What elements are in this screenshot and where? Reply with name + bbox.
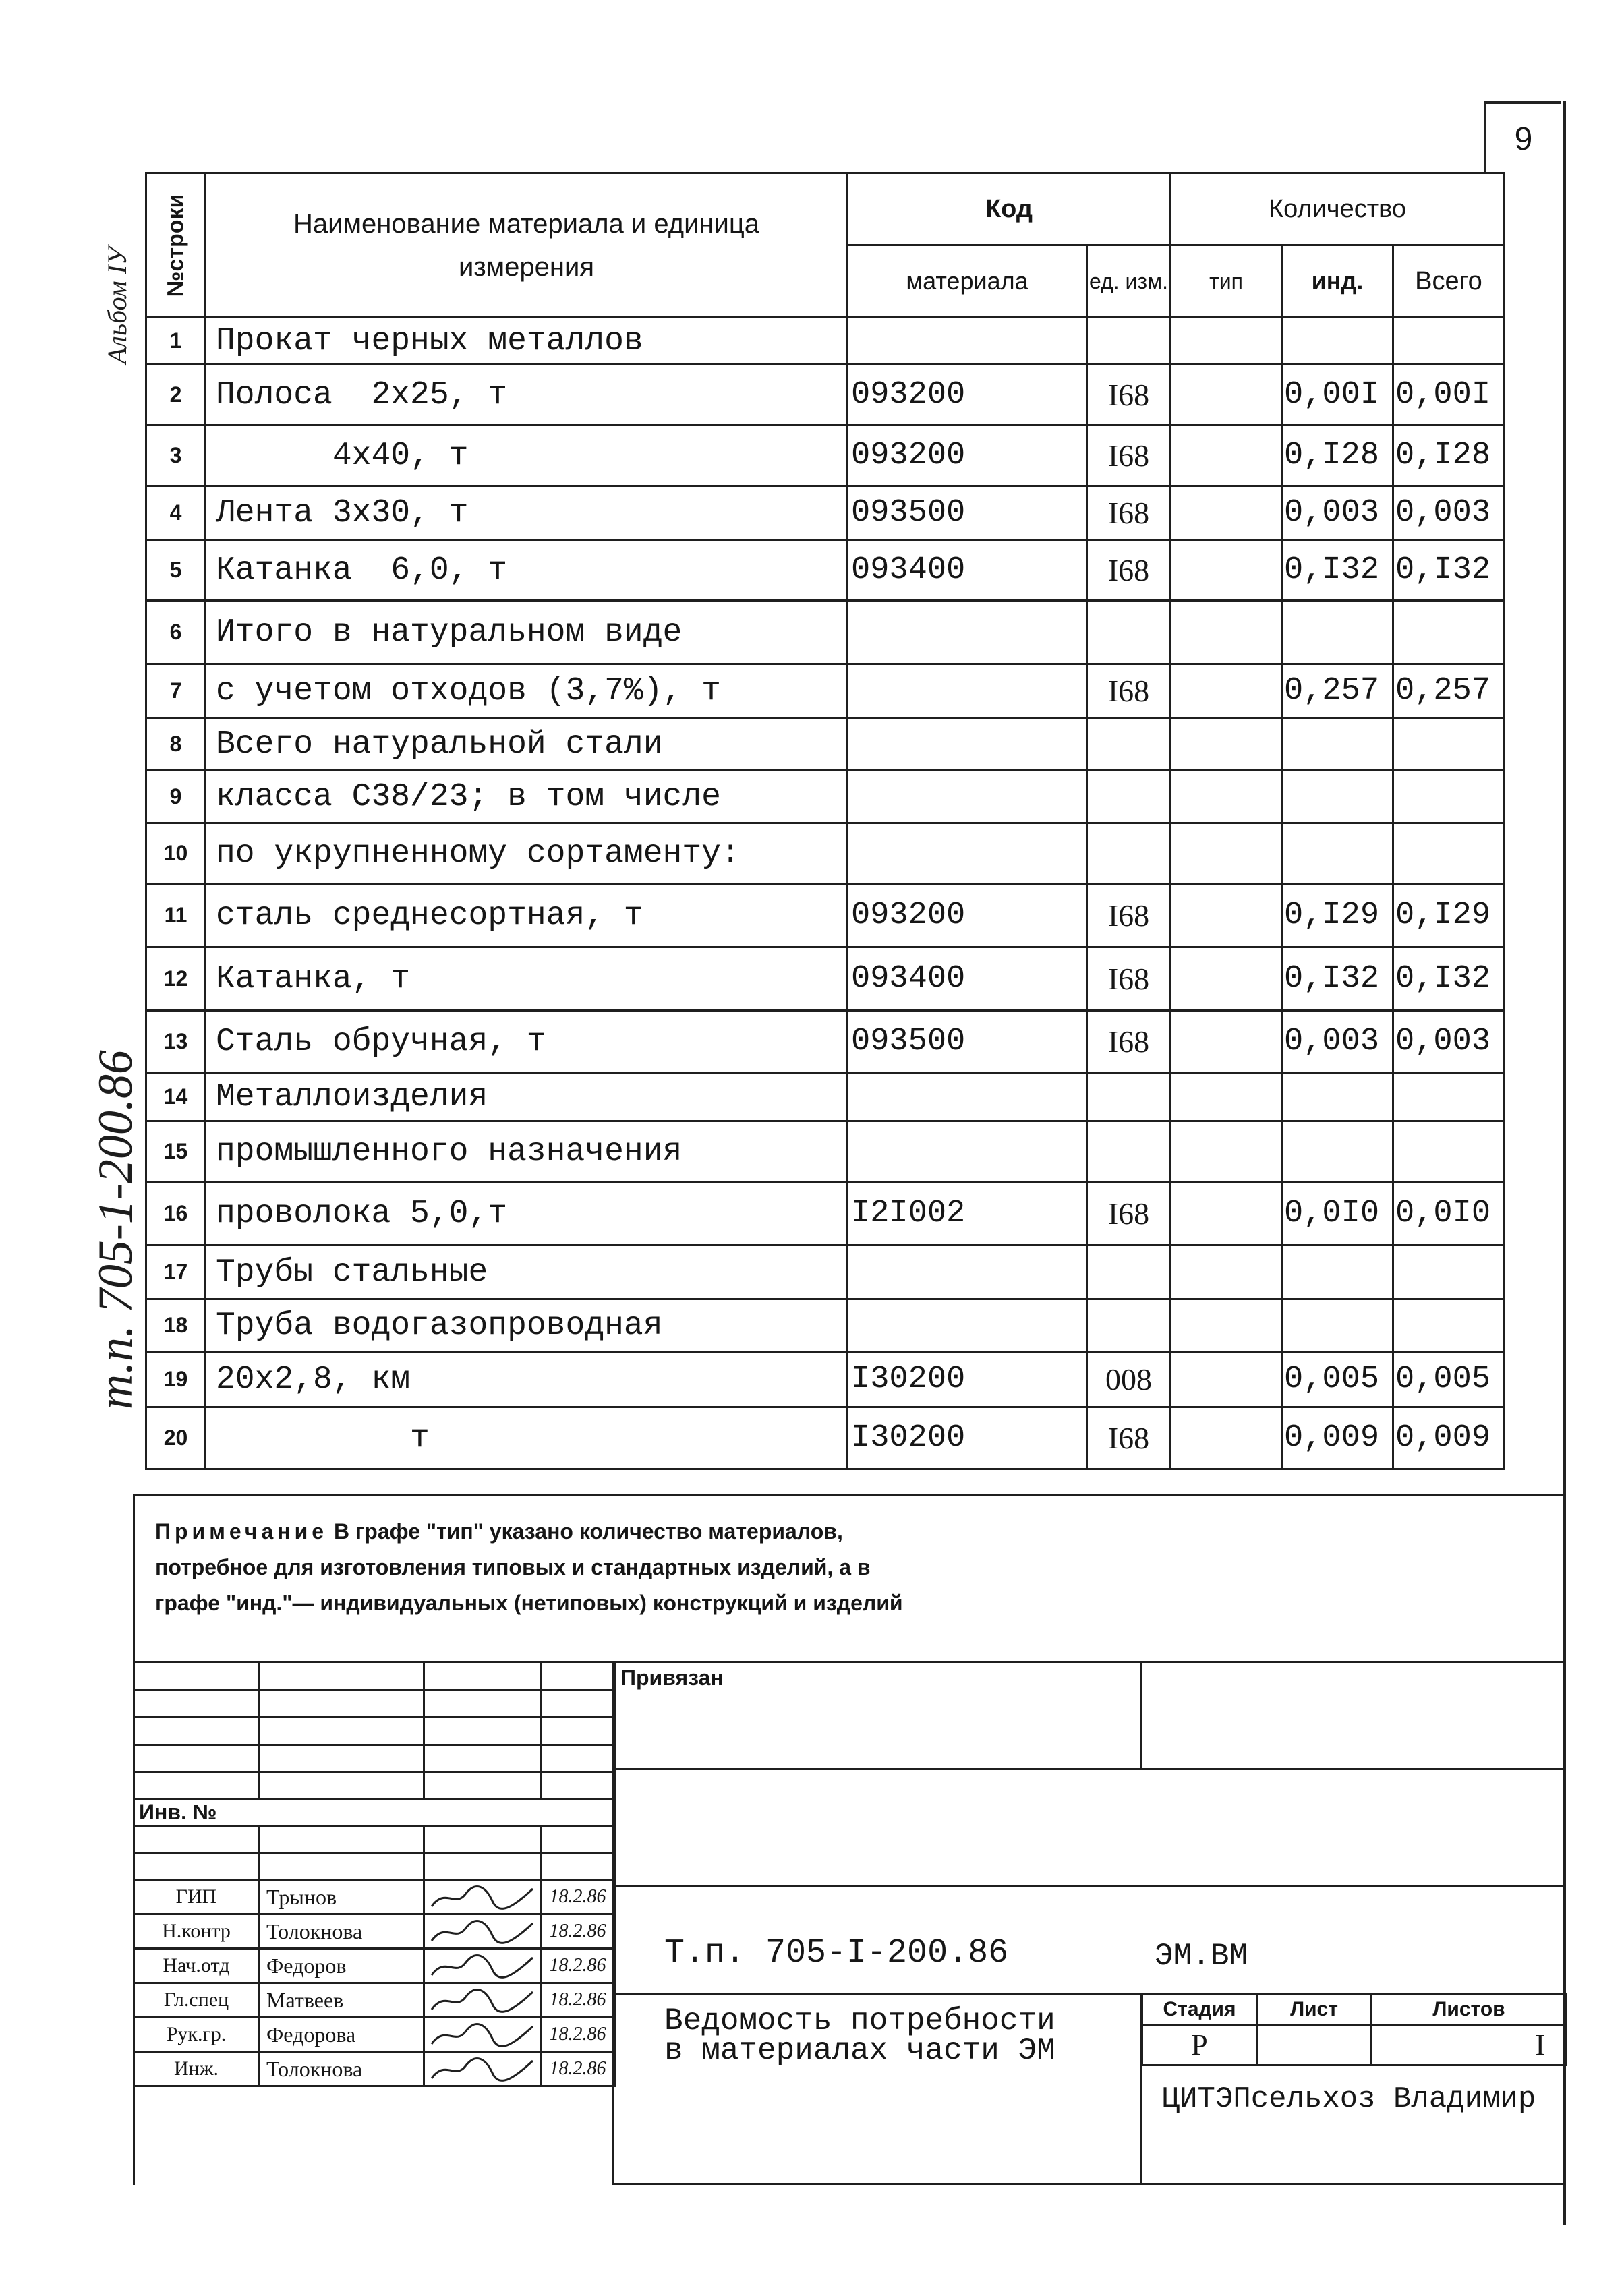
qty-total-cell: 0,003 xyxy=(1393,1011,1505,1073)
material-name-cell: Катанка 6,0, т xyxy=(206,540,848,601)
signer-role: ГИП xyxy=(134,1880,259,1914)
unit-code-cell: I68 xyxy=(1087,664,1171,718)
unit-code-cell xyxy=(1087,601,1171,664)
qty-type-cell xyxy=(1171,823,1282,884)
signer-name: Матвеев xyxy=(259,1983,424,2018)
material-code-cell xyxy=(848,1245,1087,1299)
signature-grid-row xyxy=(134,1718,615,1745)
row-number-cell: 3 xyxy=(146,426,206,486)
unit-code-cell: I68 xyxy=(1087,486,1171,540)
qty-type-cell xyxy=(1171,1352,1282,1407)
table-row xyxy=(146,1073,1505,1121)
qty-type-cell xyxy=(1171,365,1282,426)
row-number-cell: 13 xyxy=(146,1011,206,1073)
row-number-cell: 9 xyxy=(146,771,206,823)
signer-row xyxy=(134,1914,615,1949)
qty-ind-cell xyxy=(1282,1299,1393,1352)
qty-ind-cell xyxy=(1282,718,1393,771)
table-row xyxy=(146,884,1505,947)
table-row xyxy=(146,1121,1505,1182)
signer-row xyxy=(134,2052,615,2086)
qty-type-cell xyxy=(1171,318,1282,365)
material-code-cell: 093200 xyxy=(848,884,1087,947)
qty-type-cell xyxy=(1171,486,1282,540)
qty-ind-cell: 0,005 xyxy=(1282,1352,1393,1407)
qty-ind-cell: 0,I32 xyxy=(1282,540,1393,601)
empty-cell xyxy=(424,1718,541,1745)
qty-total-cell xyxy=(1393,771,1505,823)
empty-cell xyxy=(541,1826,615,1853)
empty-cell xyxy=(134,1662,259,1690)
signer-name: Федоров xyxy=(259,1949,424,1983)
unit-code-cell: I68 xyxy=(1087,1407,1171,1469)
note-text xyxy=(155,1514,917,1621)
header-qty-total: Всего xyxy=(1393,245,1505,318)
signature xyxy=(424,1880,541,1914)
stage-table xyxy=(1141,1993,1567,2066)
table-row xyxy=(146,540,1505,601)
signer-row xyxy=(134,1949,615,1983)
empty-cell xyxy=(259,1853,424,1880)
doc-code: Т.п. 705-I-200.86 xyxy=(664,1934,1009,1972)
qty-total-cell: 0,I32 xyxy=(1393,540,1505,601)
material-name-cell: Труба водогазопроводная xyxy=(206,1299,848,1352)
material-code-cell: I2I002 xyxy=(848,1182,1087,1245)
row-number-cell: 14 xyxy=(146,1073,206,1121)
material-name-cell: Прокат черных металлов xyxy=(206,318,848,365)
unit-code-cell: I68 xyxy=(1087,365,1171,426)
unit-code-cell xyxy=(1087,1299,1171,1352)
qty-type-cell xyxy=(1171,771,1282,823)
qty-total-cell: 0,I28 xyxy=(1393,426,1505,486)
unit-code-cell: I68 xyxy=(1087,947,1171,1011)
row-number-cell: 1 xyxy=(146,318,206,365)
row-number-cell: 19 xyxy=(146,1352,206,1407)
qty-total-cell xyxy=(1393,718,1505,771)
project-code-handwritten: т.п. 705-1-200.86 xyxy=(88,1050,142,1409)
signer-date: 18.2.86 xyxy=(541,1983,615,2018)
row-number-cell: 18 xyxy=(146,1299,206,1352)
signer-role: Нач.отд xyxy=(134,1949,259,1983)
signer-row xyxy=(134,2018,615,2052)
table-row xyxy=(146,823,1505,884)
material-name-cell: Металлоизделия xyxy=(206,1073,848,1121)
material-name-cell: проволока 5,0,т xyxy=(206,1182,848,1245)
empty-cell xyxy=(259,1662,424,1690)
header-code-unit: ед. изм. xyxy=(1087,245,1171,318)
qty-ind-cell: 0,003 xyxy=(1282,1011,1393,1073)
qty-type-cell xyxy=(1171,1245,1282,1299)
qty-ind-cell: 0,257 xyxy=(1282,664,1393,718)
material-name-cell: Сталь обручная, т xyxy=(206,1011,848,1073)
qty-total-cell: 0,00I xyxy=(1393,365,1505,426)
sheet-label: Лист xyxy=(1257,1994,1372,2025)
row-number-cell: 11 xyxy=(146,884,206,947)
qty-type-cell xyxy=(1171,540,1282,601)
material-code-cell: I30200 xyxy=(848,1352,1087,1407)
qty-type-cell xyxy=(1171,1073,1282,1121)
table-row xyxy=(146,318,1505,365)
empty-cell xyxy=(541,1690,615,1718)
empty-cell xyxy=(541,1772,615,1799)
note-body: В графе "тип" указано количество материалов, потребное для изготовления типовых и стандартных изделий, а в графе "инд."— индивидуальных (нетиповых) конструкций и изделий xyxy=(155,1519,903,1615)
table-row xyxy=(146,1011,1505,1073)
note-label: Примечание xyxy=(155,1519,328,1544)
unit-code-cell: I68 xyxy=(1087,1011,1171,1073)
title-divider xyxy=(612,1885,1565,1887)
material-code-cell xyxy=(848,664,1087,718)
qty-total-cell: 0,I32 xyxy=(1393,947,1505,1011)
signer-row xyxy=(134,1880,615,1914)
empty-cell xyxy=(424,1690,541,1718)
row-number-cell: 2 xyxy=(146,365,206,426)
material-name-cell: 4х40, т xyxy=(206,426,848,486)
qty-type-cell xyxy=(1171,426,1282,486)
qty-type-cell xyxy=(1171,1407,1282,1469)
qty-ind-cell: 0,I28 xyxy=(1282,426,1393,486)
material-name-cell: Полоса 2х25, т xyxy=(206,365,848,426)
material-code-cell xyxy=(848,823,1087,884)
signer-name: Толокнова xyxy=(259,1914,424,1949)
signature-grid-row xyxy=(134,1662,615,1690)
empty-cell xyxy=(424,1826,541,1853)
empty-cell xyxy=(134,1718,259,1745)
row-number-cell: 16 xyxy=(146,1182,206,1245)
empty-cell xyxy=(424,1662,541,1690)
header-code-material: материала xyxy=(848,245,1087,318)
qty-type-cell xyxy=(1171,1121,1282,1182)
signer-role: Рук.гр. xyxy=(134,2018,259,2052)
table-row xyxy=(146,1299,1505,1352)
unit-code-cell: 008 xyxy=(1087,1352,1171,1407)
qty-ind-cell xyxy=(1282,318,1393,365)
privyazan-label: Привязан xyxy=(620,1666,724,1690)
table-row xyxy=(146,1182,1505,1245)
signature-grid-row xyxy=(134,1826,615,1853)
unit-code-cell xyxy=(1087,1121,1171,1182)
qty-total-cell: 0,257 xyxy=(1393,664,1505,718)
qty-total-cell xyxy=(1393,601,1505,664)
qty-total-cell: 0,005 xyxy=(1393,1352,1505,1407)
qty-type-cell xyxy=(1171,1299,1282,1352)
qty-ind-cell xyxy=(1282,601,1393,664)
unit-code-cell xyxy=(1087,823,1171,884)
material-code-cell: I30200 xyxy=(848,1407,1087,1469)
qty-total-cell xyxy=(1393,1121,1505,1182)
qty-type-cell xyxy=(1171,601,1282,664)
qty-ind-cell: 0,I29 xyxy=(1282,884,1393,947)
unit-code-cell: I68 xyxy=(1087,884,1171,947)
album-label: Альбом IУ xyxy=(102,247,132,364)
material-code-cell xyxy=(848,1299,1087,1352)
table-row xyxy=(146,486,1505,540)
qty-total-cell xyxy=(1393,1299,1505,1352)
signer-row xyxy=(134,1983,615,2018)
empty-cell xyxy=(259,1745,424,1772)
table-row xyxy=(146,771,1505,823)
header-code: Код xyxy=(848,173,1171,245)
material-name-cell: т xyxy=(206,1407,848,1469)
material-name-cell: Катанка, т xyxy=(206,947,848,1011)
qty-ind-cell: 0,00I xyxy=(1282,365,1393,426)
qty-ind-cell xyxy=(1282,1245,1393,1299)
qty-type-cell xyxy=(1171,718,1282,771)
empty-cell xyxy=(541,1718,615,1745)
signer-date: 18.2.86 xyxy=(541,2018,615,2052)
material-code-cell xyxy=(848,318,1087,365)
row-number-cell: 6 xyxy=(146,601,206,664)
empty-cell xyxy=(541,1745,615,1772)
table-row xyxy=(146,947,1505,1011)
signature xyxy=(424,2052,541,2086)
empty-cell xyxy=(424,1853,541,1880)
privyazan-box xyxy=(612,1661,1565,1770)
empty-cell xyxy=(541,1853,615,1880)
signature xyxy=(424,1949,541,1983)
empty-cell xyxy=(424,1772,541,1799)
stage-label: Стадия xyxy=(1142,1994,1257,2025)
table-row xyxy=(146,1245,1505,1299)
qty-type-cell xyxy=(1171,884,1282,947)
row-number-cell: 5 xyxy=(146,540,206,601)
signer-name: Толокнова xyxy=(259,2052,424,2086)
empty-cell xyxy=(134,1745,259,1772)
empty-cell xyxy=(541,1662,615,1690)
row-number-cell: 17 xyxy=(146,1245,206,1299)
signature-grid-row xyxy=(134,1772,615,1799)
row-number-cell: 20 xyxy=(146,1407,206,1469)
qty-total-cell xyxy=(1393,1245,1505,1299)
table-row xyxy=(146,426,1505,486)
qty-ind-cell: 0,009 xyxy=(1282,1407,1393,1469)
row-number-cell: 15 xyxy=(146,1121,206,1182)
material-code-cell: 093500 xyxy=(848,1011,1087,1073)
material-code-cell: 093500 xyxy=(848,486,1087,540)
empty-cell xyxy=(259,1690,424,1718)
header-qty-ind: инд. xyxy=(1282,245,1393,318)
row-number-cell: 7 xyxy=(146,664,206,718)
material-code-cell xyxy=(848,601,1087,664)
signature xyxy=(424,1914,541,1949)
qty-type-cell xyxy=(1171,664,1282,718)
material-name-cell: по укрупненному сортаменту: xyxy=(206,823,848,884)
signer-date: 18.2.86 xyxy=(541,1880,615,1914)
empty-cell xyxy=(134,1772,259,1799)
qty-type-cell xyxy=(1171,947,1282,1011)
material-name-cell: промышленного назначения xyxy=(206,1121,848,1182)
material-name-cell: класса С38/23; в том числе xyxy=(206,771,848,823)
header-quantity: Количество xyxy=(1171,173,1505,245)
unit-code-cell xyxy=(1087,1245,1171,1299)
doc-mark: ЭМ.ВМ xyxy=(1155,1939,1248,1974)
signer-role: Н.контр xyxy=(134,1914,259,1949)
qty-total-cell: 0,I29 xyxy=(1393,884,1505,947)
table-row xyxy=(146,664,1505,718)
sheets-label: Листов xyxy=(1372,1994,1567,2025)
qty-total-cell xyxy=(1393,823,1505,884)
material-code-cell: 093200 xyxy=(848,365,1087,426)
header-row-number: №строки xyxy=(146,173,206,318)
signature-grid xyxy=(133,1661,616,2087)
empty-cell xyxy=(259,1826,424,1853)
qty-total-cell: 0,009 xyxy=(1393,1407,1505,1469)
qty-ind-cell xyxy=(1282,1073,1393,1121)
table-row xyxy=(146,1352,1505,1407)
material-name-cell: Итого в натуральном виде xyxy=(206,601,848,664)
signature-grid-row xyxy=(134,1690,615,1718)
sheet-value xyxy=(1257,2025,1372,2065)
organization: ЦИТЭПсельхоз Владимир xyxy=(1161,2082,1536,2116)
row-number-cell: 4 xyxy=(146,486,206,540)
signer-name: Федорова xyxy=(259,2018,424,2052)
signer-name: Трынов xyxy=(259,1880,424,1914)
material-code-cell xyxy=(848,771,1087,823)
qty-type-cell xyxy=(1171,1182,1282,1245)
qty-ind-cell xyxy=(1282,823,1393,884)
qty-ind-cell: 0,I32 xyxy=(1282,947,1393,1011)
material-code-cell xyxy=(848,718,1087,771)
material-code-cell: 093200 xyxy=(848,426,1087,486)
unit-code-cell xyxy=(1087,718,1171,771)
signer-date: 18.2.86 xyxy=(541,1949,615,1983)
privyazan-divider xyxy=(1140,1661,1142,1770)
signature xyxy=(424,2018,541,2052)
row-number-cell: 12 xyxy=(146,947,206,1011)
material-name-cell: 20х2,8, км xyxy=(206,1352,848,1407)
table-row xyxy=(146,365,1505,426)
unit-code-cell: I68 xyxy=(1087,426,1171,486)
signature-grid-row xyxy=(134,1799,615,1826)
table-row xyxy=(146,601,1505,664)
unit-code-cell xyxy=(1087,318,1171,365)
note-top-border xyxy=(133,1494,1565,1496)
signature-grid-row xyxy=(134,1745,615,1772)
material-code-cell: 093400 xyxy=(848,947,1087,1011)
unit-code-cell xyxy=(1087,1073,1171,1121)
empty-cell xyxy=(134,1853,259,1880)
material-name-cell: с учетом отходов (3,7%), т xyxy=(206,664,848,718)
page-number: 9 xyxy=(1484,101,1561,174)
row-number-cell: 8 xyxy=(146,718,206,771)
empty-cell xyxy=(259,1718,424,1745)
qty-total-cell: 0,0I0 xyxy=(1393,1182,1505,1245)
unit-code-cell: I68 xyxy=(1087,1182,1171,1245)
signer-date: 18.2.86 xyxy=(541,2052,615,2086)
empty-cell xyxy=(134,1690,259,1718)
material-code-cell xyxy=(848,1073,1087,1121)
doc-title: Ведомость потребности в материалах части ЭМ xyxy=(664,2003,1055,2068)
qty-total-cell xyxy=(1393,318,1505,365)
material-code-cell: 093400 xyxy=(848,540,1087,601)
signer-date: 18.2.86 xyxy=(541,1914,615,1949)
materials-table xyxy=(145,172,1505,1470)
table-row xyxy=(146,1407,1505,1469)
signer-role: Инж. xyxy=(134,2052,259,2086)
signature-grid-row xyxy=(134,1853,615,1880)
unit-code-cell xyxy=(1087,771,1171,823)
material-name-cell: Всего натуральной стали xyxy=(206,718,848,771)
inventory-number-label: Инв. № xyxy=(134,1799,615,1826)
empty-cell xyxy=(134,1826,259,1853)
signature xyxy=(424,1983,541,2018)
row-number-cell: 10 xyxy=(146,823,206,884)
unit-code-cell: I68 xyxy=(1087,540,1171,601)
material-name-cell: Трубы стальные xyxy=(206,1245,848,1299)
signer-role: Гл.спец xyxy=(134,1983,259,2018)
empty-cell xyxy=(259,1772,424,1799)
stage-value: Р xyxy=(1142,2025,1257,2065)
qty-ind-cell xyxy=(1282,771,1393,823)
sheets-value: I xyxy=(1372,2025,1567,2065)
qty-ind-cell: 0,0I0 xyxy=(1282,1182,1393,1245)
qty-total-cell xyxy=(1393,1073,1505,1121)
header-name: Наименование материала и единица измерения xyxy=(206,173,848,318)
empty-cell xyxy=(424,1745,541,1772)
qty-type-cell xyxy=(1171,1011,1282,1073)
material-name-cell: сталь среднесортная, т xyxy=(206,884,848,947)
qty-ind-cell xyxy=(1282,1121,1393,1182)
material-code-cell xyxy=(848,1121,1087,1182)
header-qty-type: тип xyxy=(1171,245,1282,318)
qty-total-cell: 0,003 xyxy=(1393,486,1505,540)
material-name-cell: Лента 3х30, т xyxy=(206,486,848,540)
table-row xyxy=(146,718,1505,771)
qty-ind-cell: 0,003 xyxy=(1282,486,1393,540)
